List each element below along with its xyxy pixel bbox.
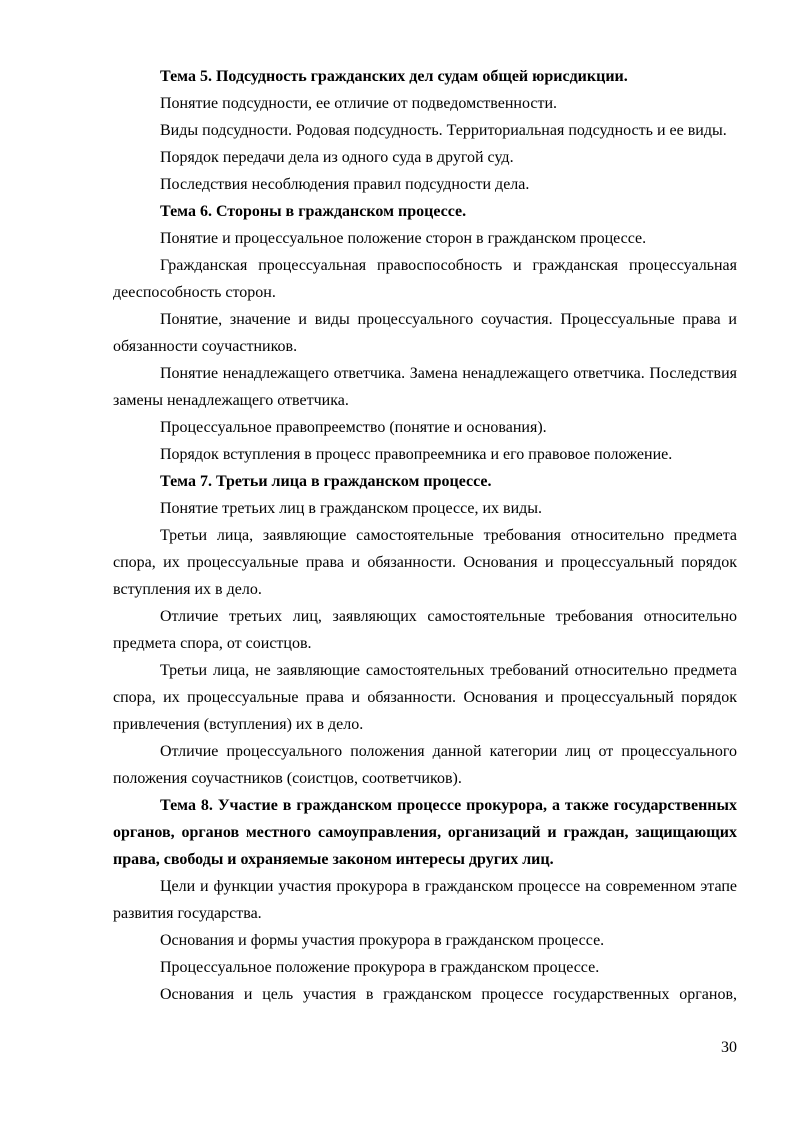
topic-heading: Тема 8. Участие в гражданском процессе прокурора, а также государственных органов, органов местного самоуправления, организаций и граждан, защищающих права, свободы и охраняемые законом интересы других лиц. bbox=[113, 797, 737, 868]
paragraph: Процессуальное правопреемство (понятие и основания). bbox=[160, 419, 547, 436]
paragraph: Основания и цель участия в гражданском процессе государственных органов, bbox=[160, 986, 737, 1003]
topic-heading: Тема 5. Подсудность гражданских дел судам общей юрисдикции. bbox=[160, 68, 628, 85]
paragraph: Отличие третьих лиц, заявляющих самостоятельные требования относительно предмета спора, от соистцов. bbox=[113, 608, 737, 652]
page-number: 30 bbox=[721, 1039, 737, 1056]
paragraph: Понятие и процессуальное положение сторон в гражданском процессе. bbox=[160, 230, 647, 247]
paragraph: Порядок передачи дела из одного суда в другой суд. bbox=[160, 149, 514, 166]
paragraph: Понятие, значение и виды процессуального соучастия. Процессуальные права и обязанности соучастников. bbox=[113, 311, 737, 355]
paragraph: Гражданская процессуальная правоспособность и гражданская процессуальная дееспособность сторон. bbox=[113, 257, 737, 301]
topic-heading: Тема 7. Третьи лица в гражданском процессе. bbox=[160, 473, 492, 490]
paragraph: Понятие ненадлежащего ответчика. Замена ненадлежащего ответчика. Последствия замены ненадлежащего ответчика. bbox=[113, 365, 737, 409]
paragraph: Процессуальное положение прокурора в гражданском процессе. bbox=[160, 959, 600, 976]
paragraph: Основания и формы участия прокурора в гражданском процессе. bbox=[160, 932, 605, 949]
paragraph: Третьи лица, не заявляющие самостоятельных требований относительно предмета спора, их процессуальные права и обязанности. Основания и процессуальный порядок привлечения (вступления) их в дело. bbox=[113, 662, 737, 733]
paragraph: Последствия несоблюдения правил подсудности дела. bbox=[160, 176, 530, 193]
topic-heading: Тема 6. Стороны в гражданском процессе. bbox=[160, 203, 467, 220]
document-body bbox=[113, 63, 737, 1008]
paragraph: Третьи лица, заявляющие самостоятельные требования относительно предмета спора, их процессуальные права и обязанности. Основания и процессуальный порядок вступления их в дело. bbox=[113, 527, 737, 598]
paragraph: Понятие третьих лиц в гражданском процессе, их виды. bbox=[160, 500, 543, 517]
paragraph: Виды подсудности. Родовая подсудность. Территориальная подсудность и ее виды. bbox=[160, 122, 727, 139]
paragraph: Отличие процессуального положения данной категории лиц от процессуального положения соучастников (соистцов, соответчиков). bbox=[113, 743, 737, 787]
paragraph: Понятие подсудности, ее отличие от подведомственности. bbox=[160, 95, 558, 112]
paragraph: Порядок вступления в процесс правопреемника и его правовое положение. bbox=[160, 446, 673, 463]
paragraph: Цели и функции участия прокурора в гражданском процессе на современном этапе развития государства. bbox=[113, 878, 737, 922]
